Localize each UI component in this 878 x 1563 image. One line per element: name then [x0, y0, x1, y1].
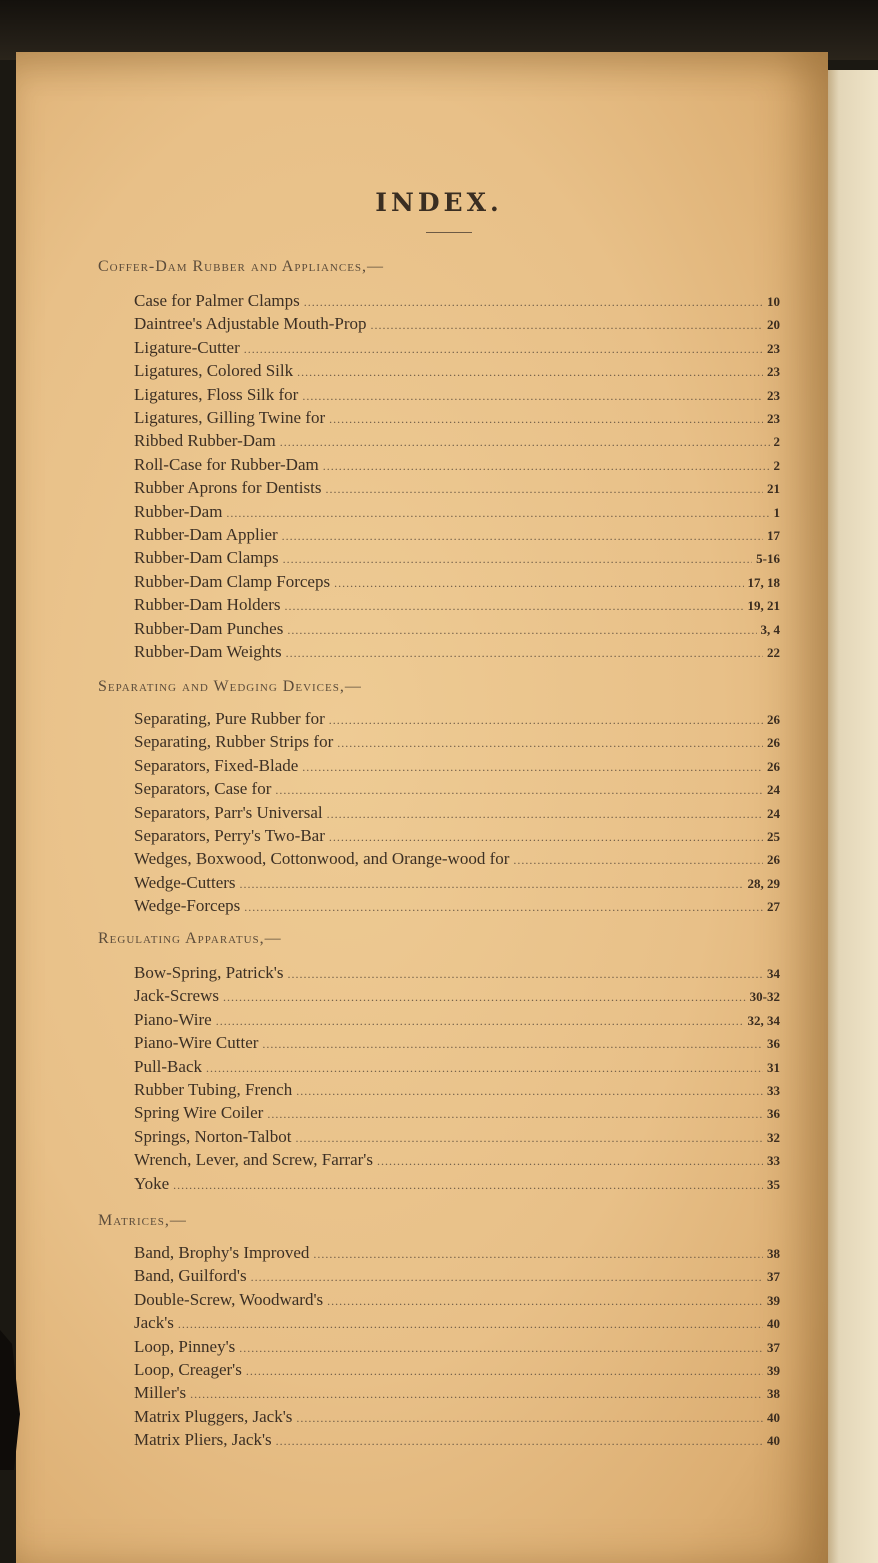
index-entry — [134, 1079, 780, 1101]
dot-leader — [178, 1313, 763, 1335]
index-entry — [134, 313, 780, 335]
index-title: INDEX. — [375, 188, 503, 217]
index-entry — [134, 778, 780, 800]
index-entry — [134, 407, 780, 429]
dot-leader — [329, 408, 763, 430]
entry-page-number: 10 — [767, 294, 780, 309]
index-entry — [134, 872, 780, 894]
index-entry — [134, 594, 780, 616]
entry-label: Ligatures, Colored Silk — [134, 361, 294, 381]
entry-page-number: 30-32 — [749, 989, 780, 1005]
entry-label: Rubber-Dam Clamps — [134, 548, 279, 568]
dot-leader — [276, 1430, 763, 1452]
dot-leader — [327, 1290, 763, 1312]
entry-label: Separators, Fixed-Blade — [134, 755, 299, 775]
dot-leader — [286, 642, 763, 664]
index-entry — [134, 454, 780, 476]
index-entry — [134, 477, 780, 499]
index-entry — [134, 848, 780, 870]
entry-label: Jack's — [134, 1313, 174, 1333]
entry-page-number: 23 — [767, 411, 780, 426]
entry-page-number: 3, 4 — [760, 621, 780, 637]
entry-page-number: 32 — [767, 1129, 780, 1145]
entry-label: Separators, Case for — [134, 779, 272, 799]
entry-page-number: 17 — [767, 528, 780, 543]
entry-label: Rubber-Dam Applier — [134, 525, 278, 544]
dot-leader — [206, 1057, 763, 1079]
entry-page-number: 26 — [767, 758, 780, 774]
dot-leader — [325, 478, 763, 500]
book-top-shadow — [0, 0, 878, 60]
entry-label: Rubber-Dam Weights — [134, 642, 282, 661]
dot-leader — [216, 1010, 744, 1032]
dot-leader — [377, 1150, 763, 1172]
entry-label: Rubber-Dam Punches — [134, 618, 284, 638]
entry-label: Case for Palmer Clamps — [134, 291, 300, 310]
entry-page-number: 37 — [767, 1269, 780, 1285]
entry-page-number: 27 — [767, 899, 780, 915]
entry-page-number: 40 — [767, 1316, 780, 1332]
entry-page-number: 5-16 — [756, 551, 780, 567]
entry-label: Loop, Pinney's — [134, 1336, 236, 1356]
index-entry — [134, 895, 780, 917]
entry-page-number: 31 — [767, 1059, 780, 1075]
entry-label: Wedge-Cutters — [134, 872, 236, 892]
entry-label: Rubber-Dam Holders — [134, 595, 281, 615]
index-entry — [134, 547, 780, 569]
entry-page-number: 37 — [767, 1339, 780, 1355]
entry-label: Rubber-Dam Clamp Forceps — [134, 571, 331, 591]
index-entry — [134, 802, 780, 824]
entry-page-number: 19, 21 — [747, 598, 780, 614]
dot-leader — [287, 963, 763, 985]
index-entry — [134, 1102, 780, 1124]
entry-page-number: 28, 29 — [747, 875, 780, 891]
entry-label: Rubber Tubing, French — [134, 1080, 293, 1099]
index-entry — [134, 1406, 780, 1428]
index-entry — [134, 360, 780, 382]
entry-label: Matrix Pliers, Jack's — [134, 1430, 272, 1450]
entry-page-number: 39 — [767, 1363, 780, 1378]
index-entry — [134, 1359, 780, 1381]
dot-leader — [337, 732, 763, 754]
dot-leader — [262, 1033, 763, 1055]
entry-page-number: 33 — [767, 1083, 780, 1098]
entry-page-number: 36 — [767, 1036, 780, 1052]
entry-page-number: 26 — [767, 852, 780, 868]
index-entry — [134, 1056, 780, 1078]
index-entry — [134, 384, 780, 406]
dot-leader — [251, 1266, 763, 1288]
entry-page-number: 1 — [773, 504, 780, 520]
index-entry — [134, 1173, 780, 1195]
entry-label: Ribbed Rubber-Dam — [134, 431, 276, 451]
dot-leader — [226, 502, 769, 524]
entry-label: Matrix Pluggers, Jack's — [134, 1406, 293, 1426]
entry-page-number: 40 — [767, 1433, 780, 1449]
dot-leader — [297, 361, 763, 383]
index-entry — [134, 641, 780, 663]
entry-label: Band, Guilford's — [134, 1266, 247, 1286]
dot-leader — [173, 1174, 763, 1196]
entry-label: Loop, Creager's — [134, 1360, 242, 1379]
entry-page-number: 36 — [767, 1106, 780, 1122]
dot-leader — [284, 595, 743, 617]
index-entry — [134, 430, 780, 452]
index-entry — [134, 1032, 780, 1054]
entry-page-number: 21 — [767, 481, 780, 497]
entry-page-number: 23 — [767, 387, 780, 403]
entry-page-number: 40 — [767, 1409, 780, 1425]
dot-leader — [302, 756, 763, 778]
entry-label: Bow-Spring, Patrick's — [134, 963, 284, 982]
index-entry — [134, 708, 780, 730]
entry-page-number: 24 — [767, 782, 780, 798]
entry-label: Wedge-Forceps — [134, 896, 241, 916]
entry-label: Rubber Aprons for Dentists — [134, 478, 322, 498]
entry-page-number: 34 — [767, 966, 780, 981]
index-entry — [134, 290, 780, 312]
index-entry — [134, 962, 780, 984]
entry-page-number: 32, 34 — [747, 1012, 780, 1028]
entry-label: Roll-Case for Rubber-Dam — [134, 454, 319, 474]
dot-leader — [304, 291, 763, 313]
index-entry — [134, 1242, 780, 1264]
dot-leader — [313, 1243, 763, 1265]
entry-label: Springs, Norton-Talbot — [134, 1126, 292, 1146]
entry-label: Jack-Screws — [134, 986, 219, 1006]
entry-page-number: 39 — [767, 1292, 780, 1308]
dot-leader — [244, 896, 763, 918]
entry-label: Spring Wire Coiler — [134, 1103, 264, 1123]
entry-label: Separators, Parr's Universal — [134, 802, 323, 822]
dot-leader — [223, 986, 746, 1008]
index-entry — [134, 618, 780, 640]
index-entry — [134, 571, 780, 593]
entry-page-number: 23 — [767, 340, 780, 356]
dot-leader — [513, 849, 763, 871]
entry-page-number: 38 — [767, 1386, 780, 1402]
dot-leader — [244, 338, 763, 360]
dot-leader — [371, 314, 763, 336]
entry-label: Miller's — [134, 1383, 187, 1403]
entry-page-number: 38 — [767, 1246, 780, 1261]
section-heading: Separating and Wedging Devices,— — [98, 678, 362, 695]
index-entry — [134, 1336, 780, 1358]
index-entry — [134, 337, 780, 359]
entry-label: Ligature-Cutter — [134, 337, 240, 357]
entry-label: Double-Screw, Woodward's — [134, 1289, 324, 1309]
dot-leader — [287, 619, 756, 641]
section-heading: Coffer-Dam Rubber and Appliances,— — [98, 258, 385, 275]
dot-leader — [267, 1103, 763, 1125]
entry-label: Daintree's Adjustable Mouth-Prop — [134, 314, 367, 334]
entry-label: Separating, Rubber Strips for — [134, 732, 334, 752]
dot-leader — [280, 431, 770, 453]
dot-leader — [296, 1080, 763, 1102]
dot-leader — [327, 803, 763, 825]
section-heading: Regulating Apparatus,— — [98, 930, 282, 947]
entry-label: Yoke — [134, 1173, 170, 1193]
dot-leader — [329, 709, 763, 731]
entry-page-number: 24 — [767, 805, 780, 821]
index-entry — [134, 1009, 780, 1031]
entry-label: Rubber-Dam — [134, 501, 223, 521]
index-entry — [134, 524, 780, 546]
entry-label: Piano-Wire Cutter — [134, 1033, 259, 1053]
index-entry — [134, 1126, 780, 1148]
entry-page-number: 33 — [767, 1153, 780, 1169]
dot-leader — [295, 1127, 763, 1149]
entry-label: Pull-Back — [134, 1056, 202, 1076]
dot-leader — [334, 572, 743, 594]
section-heading: Matrices,— — [98, 1212, 187, 1229]
index-entry — [134, 1312, 780, 1334]
entry-page-number: 2 — [773, 457, 780, 473]
entry-page-number: 25 — [767, 829, 780, 844]
entry-page-number: 20 — [767, 317, 780, 333]
entry-page-number: 35 — [767, 1176, 780, 1192]
entry-page-number: 26 — [767, 712, 780, 727]
index-entry — [134, 1289, 780, 1311]
entry-label: Wedges, Boxwood, Cottonwood, and Orange-wood for — [134, 849, 510, 869]
dot-leader — [240, 873, 744, 895]
dot-leader — [323, 455, 770, 477]
dot-leader — [329, 826, 763, 848]
entry-label: Band, Brophy's Improved — [134, 1243, 310, 1262]
entry-label: Wrench, Lever, and Screw, Farrar's — [134, 1150, 373, 1170]
entry-page-number: 17, 18 — [747, 574, 780, 590]
dot-leader — [239, 1337, 763, 1359]
dot-leader — [282, 525, 763, 547]
entry-label: Piano-Wire — [134, 1009, 212, 1029]
entry-label: Separating, Pure Rubber for — [134, 709, 325, 728]
index-entry — [134, 1429, 780, 1451]
entry-page-number: 26 — [767, 735, 780, 751]
dot-leader — [283, 548, 753, 570]
index-entry — [134, 1382, 780, 1404]
dot-leader — [296, 1407, 763, 1429]
entry-page-number: 23 — [767, 364, 780, 380]
dot-leader — [275, 779, 763, 801]
entry-label: Ligatures, Floss Silk for — [134, 384, 299, 404]
index-entry — [134, 985, 780, 1007]
dot-leader — [246, 1360, 763, 1382]
entry-label: Separators, Perry's Two-Bar — [134, 826, 325, 845]
dot-leader — [302, 385, 763, 407]
index-entry — [134, 731, 780, 753]
index-entry — [134, 755, 780, 777]
entry-page-number: 22 — [767, 645, 780, 660]
index-entry — [134, 501, 780, 523]
entry-page-number: 2 — [773, 434, 780, 450]
entry-label: Ligatures, Gilling Twine for — [134, 408, 326, 427]
index-entry — [134, 1265, 780, 1287]
dot-leader — [190, 1383, 763, 1405]
index-entry — [134, 1149, 780, 1171]
index-entry — [134, 825, 780, 847]
title-rule — [426, 232, 472, 233]
